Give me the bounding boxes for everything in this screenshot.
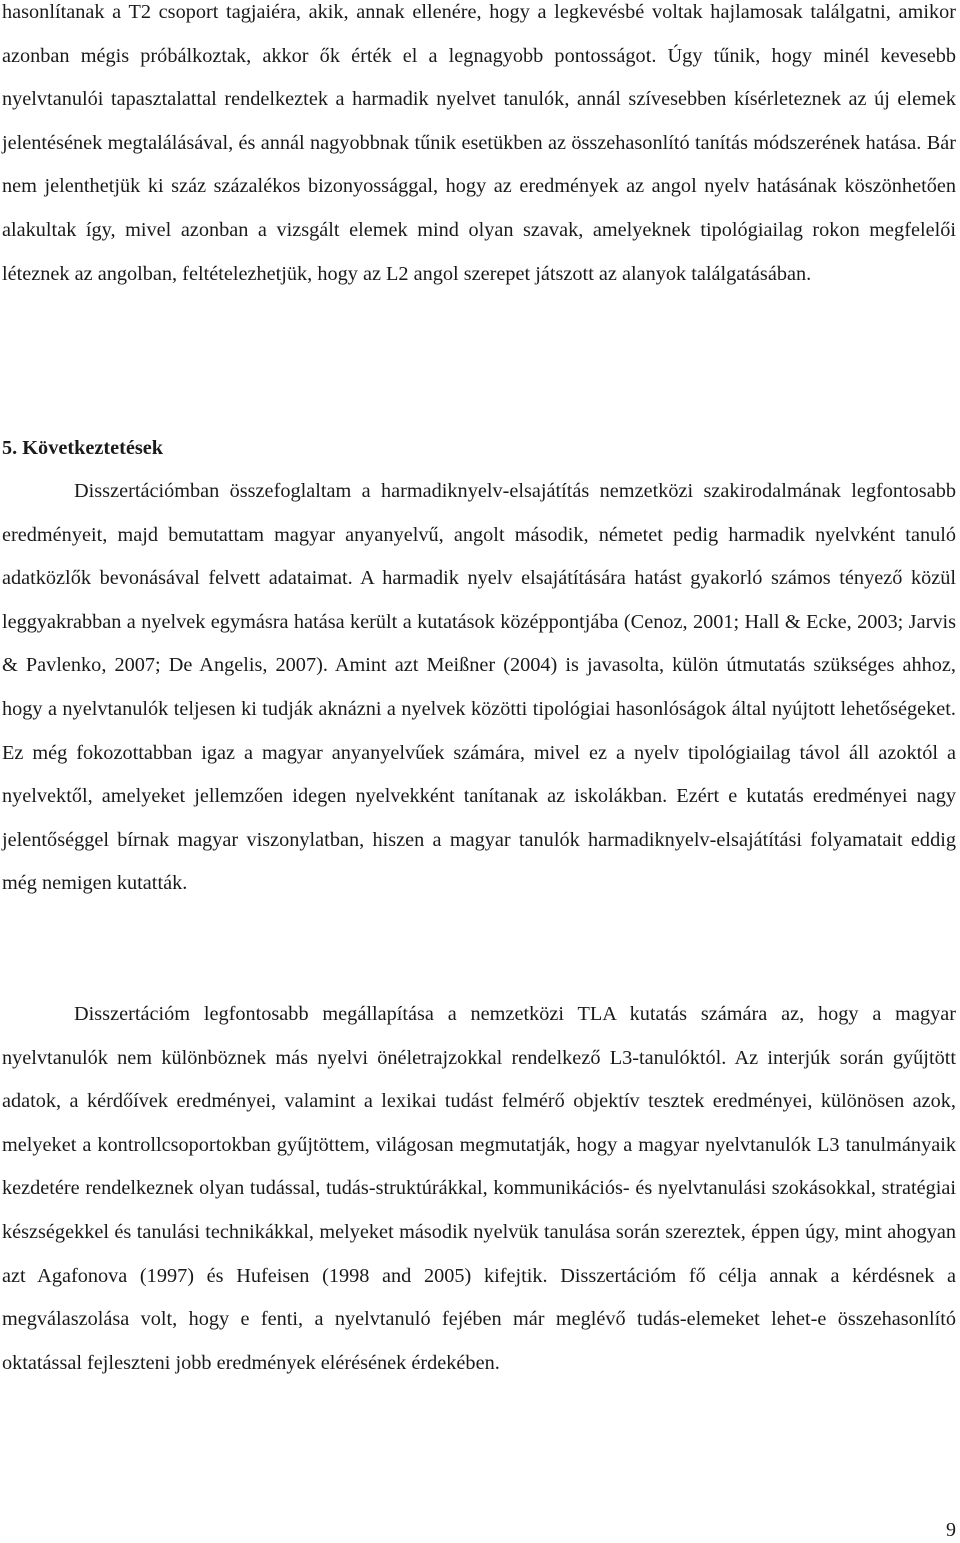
paragraph-text: Disszertációm legfontosabb megállapítása a nemzetközi TLA kutatás számára az, hogy a magyar nyelvtanulók nem különböznek más nyelvi önéletrajzokkal rendelkező L3-tanulóktól. Az interjúk során gyűjtött adatok, a kérdőívek eredményei, valamint a lexikai tudást felmérő objektív tesztek eredményei, különösen azok, melyeket a kontrollcsoportokban gyűjtöttem, világosan megmutatják, hogy a magyar nyelvtanulók L3 tanulmányaik kezdetére rendelkeznek olyan tudással, tudás-struktúrákkal, kommunikációs- és nyelvtanulási szokásokkal, stratégiai készségekkel és tanulási technikákkal, melyeket második nyelvük tanulása során szereztek, éppen úgy, mint ahogyan azt Agafonova (1997) és Hufeisen (1998 and 2005) kifejtik. Disszertációm fő célja annak a kérdésnek a megválaszolása volt, hogy e fenti, a nyelvtanuló fejében már meglévő tudás-elemeket lehet-e összehasonlító oktatással fejleszteni jobb eredmények elérésének érdekében. xyxy=(2,1003,956,1374)
body-paragraph xyxy=(2,470,956,906)
paragraph-text: Disszertációmban összefoglaltam a harmadiknyelv-elsajátítás nemzetközi szakirodalmának legfontosabb eredményeit, majd bemutattam magyar anyanyelvű, angolt második, németet pedig harmadik nyelvként tanuló adatközlők bevonásával felvett adataimat. A harmadik nyelv elsajátítására hatást gyakorló számos tényező közül leggyakrabban a nyelvek egymásra hatása került a kutatások középpontjába (Cenoz, 2001; Hall & Ecke, 2003; Jarvis & Pavlenko, 2007; De Angelis, 2007). Amint azt Meißner (2004) is javasolta, külön útmutatás szükséges ahhoz, hogy a nyelvtanulók teljesen ki tudják aknázni a nyelvek közötti tipológiai hasonlóságok által nyújtott lehetőségeket. Ez még fokozottabban igaz a magyar anyanyelvűek számára, mivel ez a nyelv tipológiailag távol áll azoktól a nyelvektől, amelyeket jellemzően idegen nyelvekként tanítanak az iskolákban. Ezért e kutatás eredményei nagy jelentőséggel bírnak magyar viszonylatban, hiszen a magyar tanulók harmadiknyelv-elsajátítási folyamatait eddig még nemigen kutatták. xyxy=(2,480,956,895)
paragraph-text: hasonlítanak a T2 csoport tagjaiéra, akik, annak ellenére, hogy a legkevésbé voltak hajlamosak találgatni, amikor azonban mégis próbálkoztak, akkor ők érték el a legnagyobb pontosságot. Úgy tűnik, hogy minél kevesebb nyelvtanulói tapasztalattal rendelkeztek a harmadik nyelvet tanulók, annál szívesebben kísérleteznek az új elemek jelentésének megtalálásával, és annál nagyobbnak tűnik esetükben az összehasonlító tanítás módszerének hatása. Bár nem jelenthetjük ki száz százalékos bizonyossággal, hogy az eredmények az angol nyelv hatásának köszönhetően alakultak így, mivel azonban a vizsgált elemek mind olyan szavak, amelyeknek tipológiailag rokon megfelelői léteznek az angolban, feltételezhetjük, hogy az L2 angol szerepet játszott az alanyok találgatásában. xyxy=(2,1,956,285)
body-paragraph xyxy=(2,993,956,1385)
section-heading: 5. Következtetések xyxy=(2,437,164,459)
body-paragraph xyxy=(2,0,956,296)
page-number: 9 xyxy=(946,1519,956,1541)
